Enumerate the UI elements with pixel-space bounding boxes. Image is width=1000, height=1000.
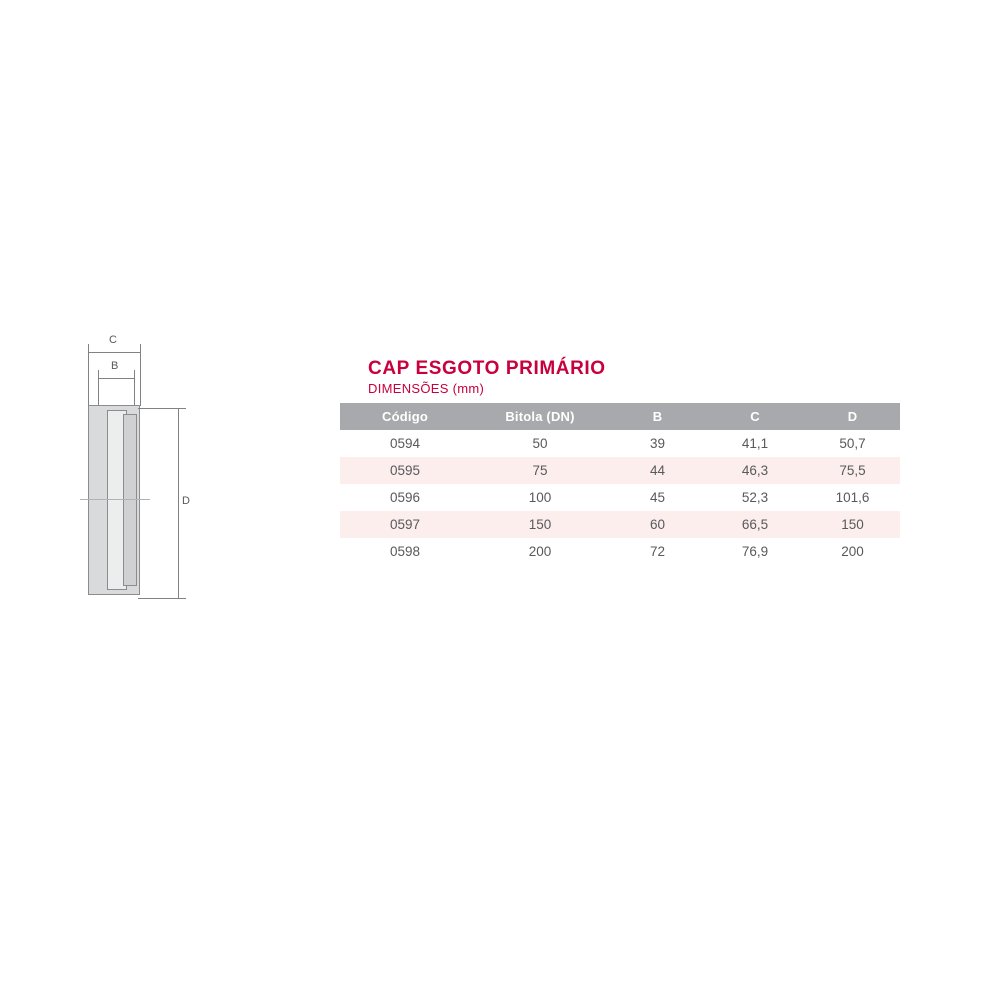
table-header-row	[340, 403, 900, 430]
column-header-d: D	[805, 403, 900, 430]
dimension-label-b: B	[111, 360, 119, 372]
dimension-tick-b-right	[134, 370, 135, 410]
cell-codigo: 0596	[340, 484, 470, 511]
cell-d: 200	[805, 538, 900, 565]
cell-c: 46,3	[705, 457, 805, 484]
cell-c: 66,5	[705, 511, 805, 538]
cell-codigo: 0598	[340, 538, 470, 565]
product-title: CAP ESGOTO PRIMÁRIO	[368, 358, 606, 379]
cell-bitola: 75	[470, 457, 610, 484]
technical-drawing	[60, 330, 300, 620]
cell-codigo: 0594	[340, 430, 470, 457]
dimension-line-c	[88, 352, 140, 353]
dimension-line-d	[178, 408, 179, 598]
cell-c: 41,1	[705, 430, 805, 457]
cell-c: 52,3	[705, 484, 805, 511]
table-row	[340, 511, 900, 538]
cap-socket-ring	[123, 414, 137, 586]
cell-d: 50,7	[805, 430, 900, 457]
column-header-bitola: Bitola (DN)	[470, 403, 610, 430]
table-row	[340, 457, 900, 484]
dimension-tick-c-left	[88, 344, 89, 406]
cell-b: 60	[610, 511, 705, 538]
cell-codigo: 0597	[340, 511, 470, 538]
cell-bitola: 100	[470, 484, 610, 511]
cell-bitola: 50	[470, 430, 610, 457]
dimension-label-d: D	[182, 495, 191, 507]
table-row	[340, 538, 900, 565]
table-row	[340, 484, 900, 511]
cell-b: 44	[610, 457, 705, 484]
cell-b: 39	[610, 430, 705, 457]
dimension-tick-b-left	[98, 370, 99, 410]
dimension-tick-c-right	[140, 344, 141, 406]
cell-d: 75,5	[805, 457, 900, 484]
product-subtitle: DIMENSÕES (mm)	[368, 381, 485, 396]
cell-bitola: 150	[470, 511, 610, 538]
dimension-line-b	[98, 378, 134, 379]
table-row	[340, 430, 900, 457]
column-header-b: B	[610, 403, 705, 430]
dimension-label-c: C	[109, 334, 118, 346]
cell-b: 72	[610, 538, 705, 565]
cell-b: 45	[610, 484, 705, 511]
table-body	[340, 430, 900, 565]
center-axis-line	[80, 499, 150, 500]
column-header-codigo: Código	[340, 403, 470, 430]
dimensions-block	[340, 358, 920, 565]
dimension-extension-d-top	[138, 408, 186, 409]
cell-bitola: 200	[470, 538, 610, 565]
column-header-c: C	[705, 403, 805, 430]
dimension-extension-d-bottom	[138, 598, 186, 599]
cell-d: 101,6	[805, 484, 900, 511]
cell-codigo: 0595	[340, 457, 470, 484]
dimensions-table	[340, 403, 900, 565]
cell-d: 150	[805, 511, 900, 538]
cell-c: 76,9	[705, 538, 805, 565]
